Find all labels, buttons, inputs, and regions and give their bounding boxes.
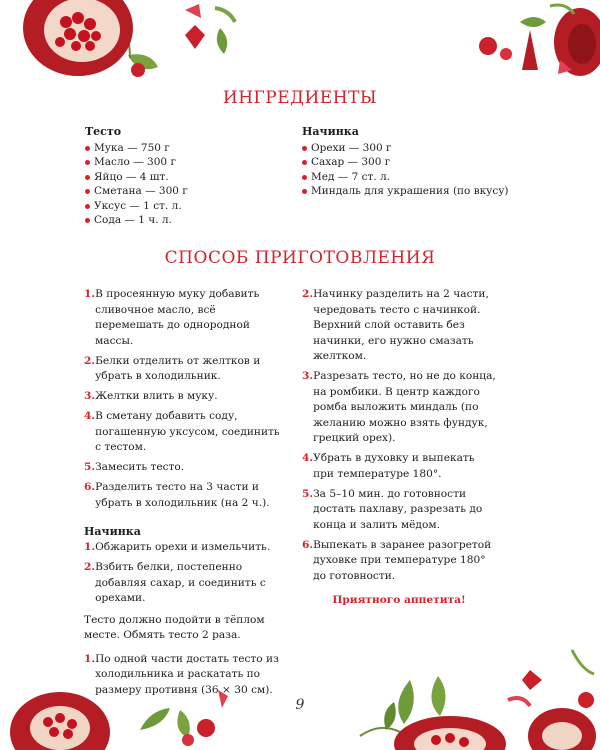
list-item: Сметана — 300 г xyxy=(85,184,285,199)
step-text: В сметану добавить соду, погашенную уксусом, соединить с тестом. xyxy=(95,410,280,453)
list-item: Мука — 750 г xyxy=(85,141,285,156)
rest-note: Тесто должно подойти в тёплом месте. Обмять тесто 2 раза. xyxy=(84,613,265,641)
method-left-column xyxy=(84,287,284,703)
step-text: Обжарить орехи и измельчить. xyxy=(95,541,271,553)
step-number: 2. xyxy=(302,288,314,300)
step-item xyxy=(302,487,496,534)
step-number: 2. xyxy=(84,561,96,573)
step-item xyxy=(302,538,496,585)
step-text: Замесить тесто. xyxy=(95,461,185,473)
step-text: Убрать в духовку и выпекать при температуре 180°. xyxy=(313,452,475,480)
step-text: За 5–10 мин. до готовности достать пахлаву, разрезать до конца и залить мёдом. xyxy=(313,487,483,531)
filling-ingredients xyxy=(302,125,542,199)
step-item xyxy=(302,451,496,482)
list-item: Яйцо — 4 шт. xyxy=(85,170,285,185)
step-number: 4. xyxy=(302,452,314,464)
step-number: 3. xyxy=(84,390,96,402)
filling-steps-subheading: Начинка xyxy=(84,524,141,538)
step-number: 5. xyxy=(302,487,314,500)
method-right-column xyxy=(302,287,496,609)
step-number: 1. xyxy=(84,652,96,665)
step-item xyxy=(84,389,284,405)
step-number: 1. xyxy=(84,541,96,553)
step-item xyxy=(84,460,284,476)
step-number: 3. xyxy=(302,370,314,382)
page-number: 9 xyxy=(295,697,305,713)
step-item xyxy=(84,409,284,456)
list-item: Масло — 300 г xyxy=(85,155,285,170)
closing-wish: Приятного аппетита! xyxy=(332,594,466,606)
step-number: 4. xyxy=(84,410,96,422)
step-text: Белки отделить от желтков и убрать в холодильник. xyxy=(95,354,261,382)
pomegranate-top-right-illustration xyxy=(460,0,600,80)
step-text: Взбить белки, постепенно добавляя сахар, и соединить с орехами. xyxy=(95,561,266,604)
list-item: Сахар — 300 г xyxy=(302,155,542,170)
step-number: 5. xyxy=(84,461,96,473)
assembly-steps-right xyxy=(302,287,496,584)
step-text: По одной части достать тесто из холодильника и раскатать по размеру противня (36 × 30 см). xyxy=(95,652,279,696)
step-text: В просеянную муку добавить сливочное масло, всё перемешать до однородной массы. xyxy=(95,288,260,347)
pomegranate-bottom-right-illustration xyxy=(340,640,600,750)
pomegranate-top-left-illustration xyxy=(0,0,240,90)
list-item: Орехи — 300 г xyxy=(302,141,542,156)
step-item xyxy=(84,287,284,349)
step-text: Выпекать в заранее разогретой духовке при температуре 180° до готовности. xyxy=(313,538,492,582)
step-text: Разрезать тесто, но не до конца, на ромбики. В центр каждого ромба выложить миндаль (по желанию можно взять фундук, грецкий орех). xyxy=(313,370,496,444)
assembly-steps-left xyxy=(84,652,284,699)
step-item xyxy=(302,369,496,447)
step-number: 1. xyxy=(84,288,96,300)
step-item xyxy=(84,560,284,607)
filling-steps xyxy=(84,540,284,607)
step-number: 2. xyxy=(84,354,96,367)
dough-subheading: Тесто xyxy=(85,125,122,138)
step-number: 6. xyxy=(302,538,314,551)
list-item: Сода — 1 ч. л. xyxy=(85,213,285,228)
step-item xyxy=(84,354,284,385)
method-heading: СПОСОБ ПРИГОТОВЛЕНИЯ xyxy=(164,248,436,268)
step-item xyxy=(84,652,284,699)
step-item xyxy=(84,540,284,556)
filling-subheading: Начинка xyxy=(302,125,359,138)
step-text: Начинку разделить на 2 части, чередовать тесто с начинкой. Верхний слой оставить без начинки, его нужно смазать желтком. xyxy=(313,288,489,362)
step-number: 6. xyxy=(84,481,96,493)
step-text: Разделить тесто на 3 части и убрать в холодильник (на 2 ч.). xyxy=(95,481,270,509)
step-item xyxy=(84,480,284,511)
step-item xyxy=(302,287,496,365)
ingredients-heading: ИНГРЕДИЕНТЫ xyxy=(222,88,378,108)
dough-steps xyxy=(84,287,284,511)
list-item: Уксус — 1 ст. л. xyxy=(85,199,285,214)
step-text: Желтки влить в муку. xyxy=(95,390,218,402)
list-item: Мед — 7 ст. л. xyxy=(302,170,542,185)
list-item: Миндаль для украшения (по вкусу) xyxy=(302,184,542,199)
dough-ingredients xyxy=(85,125,285,228)
